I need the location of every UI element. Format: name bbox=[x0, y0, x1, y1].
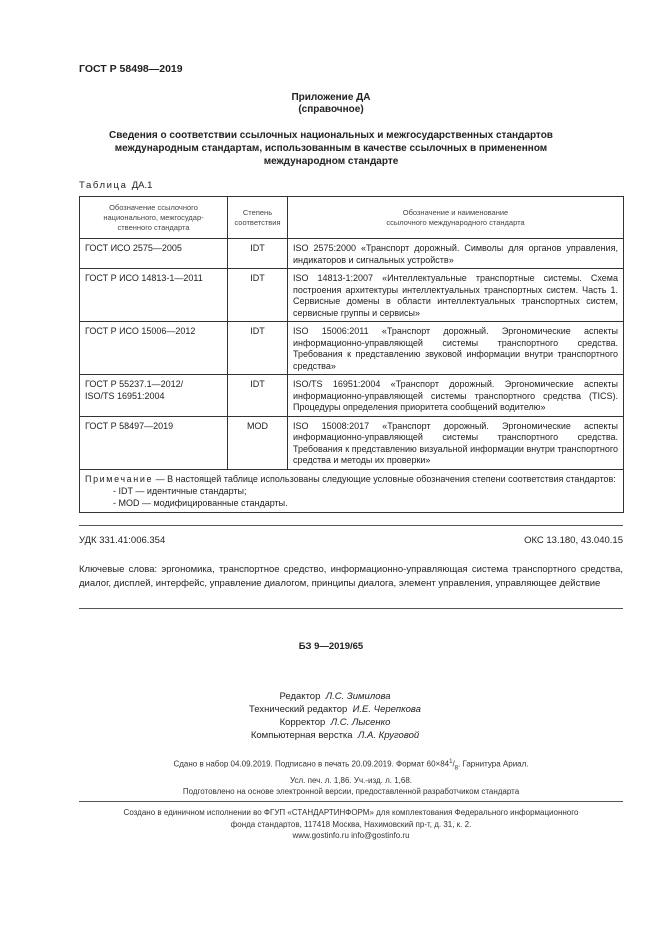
cell-description: ISO 2575:2000 «Транспорт дорожный. Символы для органов управления, индикаторов и сигнальных устройств» bbox=[288, 239, 624, 269]
layout-line: Компьютерная верстка Л.А. Круговой bbox=[250, 730, 420, 741]
correspondence-table bbox=[79, 196, 624, 513]
cell-description: ISO/TS 16951:2004 «Транспорт дорожный. Эргономические аспекты информационно-управляющей системы транспортного средства (TICS). Процедуры определения приоритета сообщений водителю» bbox=[288, 375, 624, 417]
table-note bbox=[80, 469, 624, 512]
editor-line: Редактор Л.С. Зимилова bbox=[279, 691, 391, 702]
divider-middle bbox=[79, 608, 623, 609]
divider-top bbox=[79, 525, 623, 526]
cell-degree: IDT bbox=[228, 269, 288, 322]
note-item-idt: - IDT — идентичные стандарты; bbox=[113, 485, 247, 496]
header-degree: Степень соответствия bbox=[228, 197, 288, 239]
table-row bbox=[80, 269, 624, 322]
doc-title-line-3: международном стандарте bbox=[263, 156, 399, 167]
udk-code: УДК 331.41:006.354 bbox=[79, 535, 166, 546]
table-note-row bbox=[80, 469, 624, 512]
annex-subtitle: (справочное) bbox=[298, 104, 364, 115]
divider-bottom bbox=[79, 801, 623, 802]
table-caption-number: ДА.1 bbox=[131, 180, 153, 191]
table-row bbox=[80, 416, 624, 469]
editors-block bbox=[190, 690, 480, 742]
annex-document-title bbox=[79, 129, 583, 168]
cell-standard: ГОСТ Р 58497—2019 bbox=[80, 416, 228, 469]
table-row bbox=[80, 239, 624, 269]
imprint-line-2: Усл. печ. л. 1,86. Уч.-изд. л. 1,68. bbox=[289, 775, 413, 785]
header-standard: Обозначение ссылочного национального, межгосудар- ственного стандарта bbox=[80, 197, 228, 239]
cell-description: ISO 14813-1:2007 «Интеллектуальные транспортные системы. Схема построения архитектуры интеллектуальных транспортных систем. Часть 1. Сервисные домены в области интеллектуальных транспортных систем, сервисные группы и сервисы» bbox=[288, 269, 624, 322]
footer-block bbox=[79, 807, 623, 842]
oks-code: ОКС 13.180, 43.040.15 bbox=[524, 535, 623, 546]
keywords-paragraph: Ключевые слова: эргономика, транспортное средство, информационно-управляющая система транспортного средства, диалог, дисплей, интерфейс, управление диалогом, принципы диалога, элемент управления, управляющее действие bbox=[79, 564, 623, 589]
table-header-row bbox=[80, 197, 624, 239]
doc-title-line-2: международным стандартам, использованным в качестве ссылочных в примененном bbox=[114, 143, 548, 154]
table-row bbox=[80, 322, 624, 375]
corrector-line: Корректор Л.С. Лысенко bbox=[279, 717, 391, 728]
note-item-mod: - MOD — модифицированные стандарты. bbox=[113, 497, 288, 508]
cell-degree: IDT bbox=[228, 239, 288, 269]
table-caption bbox=[79, 180, 152, 191]
imprint-line-1: Сдано в набор 04.09.2019. Подписано в печать 20.09.2019. Формат $60\times 84^1/_8$. Гарнитура Ариал. bbox=[173, 759, 529, 772]
imprint-line-3: Подготовлено на основе электронной версии, предоставленной разработчиком стандарта bbox=[182, 787, 520, 797]
cell-standard: ГОСТ Р 55237.1—2012/ ISO/TS 16951:2004 bbox=[80, 375, 228, 417]
footer-line-1: Создано в единичном исполнении во ФГУП «СТАНДАРТИНФОРМ» для комплектования Федерального информационного bbox=[123, 808, 579, 817]
cell-degree: MOD bbox=[228, 416, 288, 469]
note-label: Примечание bbox=[85, 473, 154, 484]
footer-line-2: фонда стандартов, 117418 Москва, Нахимовский пр-т, д. 31, к. 2. bbox=[230, 819, 472, 829]
document-code-header: ГОСТ Р 58498—2019 bbox=[79, 63, 183, 75]
doc-title-line-1: Сведения о соответствии ссылочных национальных и межгосударственных стандартов bbox=[109, 130, 553, 141]
table-caption-word: Таблица bbox=[79, 180, 128, 191]
footer-links: www.gostinfo.ru info@gostinfo.ru bbox=[292, 831, 410, 840]
cell-standard: ГОСТ Р ИСО 15006—2012 bbox=[80, 322, 228, 375]
table-row bbox=[80, 375, 624, 417]
note-text: — В настоящей таблице использованы следующие условные обозначения степени соответствия стандартов: bbox=[153, 473, 616, 484]
tech-editor-line: Технический редактор И.Е. Черепкова bbox=[249, 704, 421, 715]
cell-degree: IDT bbox=[228, 375, 288, 417]
cell-description: ISO 15006:2011 «Транспорт дорожный. Эргономические аспекты информационно-управляющей системы транспортного средства. Требования к представлению звуковой информации внутри транспортного средства» bbox=[288, 322, 624, 375]
annex-title: Приложение ДА bbox=[291, 92, 371, 103]
cell-standard: ГОСТ Р ИСО 14813-1—2011 bbox=[80, 269, 228, 322]
imprint-block bbox=[79, 757, 623, 798]
cell-description: ISO 15008:2017 «Транспорт дорожный. Эргономические аспекты информационно-управляющей системы транспортного средства. Требования к представлению визуальной информации внутри транспортного средства и методы их проверки» bbox=[288, 416, 624, 469]
header-description: Обозначение и наименование ссылочного международного стандарта bbox=[288, 197, 624, 239]
annex-heading bbox=[79, 92, 583, 116]
cell-degree: IDT bbox=[228, 322, 288, 375]
bz-number: БЗ 9—2019/65 bbox=[298, 641, 364, 652]
cell-standard: ГОСТ ИСО 2575—2005 bbox=[80, 239, 228, 269]
